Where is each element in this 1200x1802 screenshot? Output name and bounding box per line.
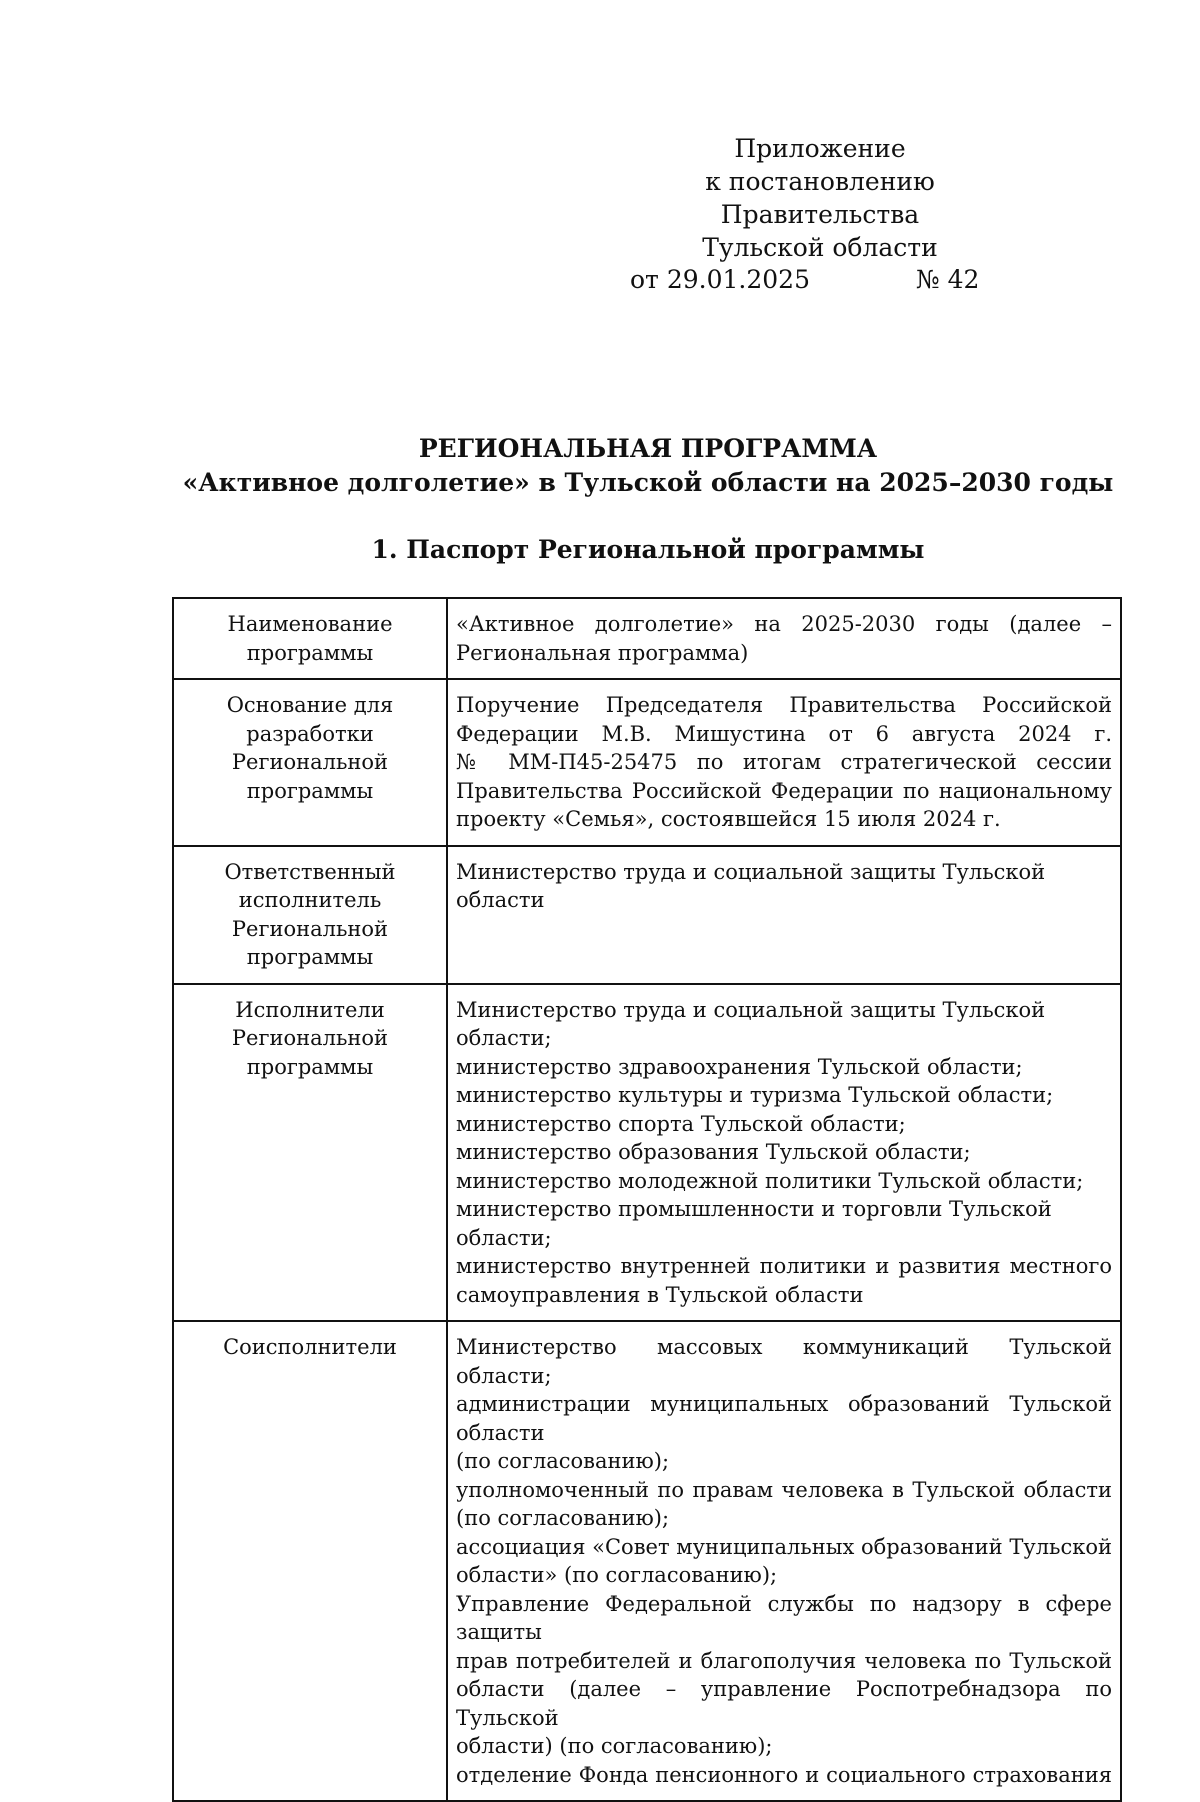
section-heading: 1. Паспорт Региональной программы [371,535,925,564]
passport-table [172,597,1122,1802]
value-line: Министерство труда и социальной защиты Тульской области [456,859,1046,912]
label-line: программы [246,945,374,969]
label-line: Соисполнители [223,1335,397,1359]
value-line: (по согласованию); [456,1449,670,1473]
value-line: (по согласованию); [456,1506,670,1530]
value-line: администрации муниципальных образований Тульской области [456,1392,1112,1445]
program-title-line: РЕГИОНАЛЬНАЯ ПРОГРАММА [418,434,878,463]
value-line: Правительства Российской Федерации по национальному [456,778,1112,803]
table-row [173,679,1121,846]
appendix-line: к постановлению Правительства [705,167,935,229]
label-line: программы [246,1054,374,1079]
label-line: Региональной [231,916,389,941]
value-line: Региональная программа) [456,640,749,665]
row-value [447,1321,1121,1801]
label-line: исполнитель [238,888,382,912]
value-line: Федерации М.В. Мишустина от 6 августа 2024 г. [456,721,1112,746]
label-line: Основание для [226,693,394,717]
value-line: министерство внутренней политики и развития местного [456,1254,1112,1278]
appendix-block [620,132,1020,264]
value-line: самоуправления в Тульской области [456,1282,864,1307]
value-line: ассоциация «Совет муниципальных образований Тульской [456,1534,1112,1559]
label-line: Региональной [231,1026,389,1050]
value-line: «Активное долголетие» на 2025-2030 годы (далее – [456,612,1112,636]
program-title [172,432,1124,500]
value-line: министерство молодежной политики Тульской области; [456,1168,1084,1193]
value-line: министерство здравоохранения Тульской области; [456,1054,1023,1079]
row-value [447,598,1121,679]
label-line: Региональной [231,750,389,774]
row-label [173,679,447,846]
row-label [173,598,447,679]
label-line: разработки [246,721,374,746]
label-line: Ответственный [224,859,396,884]
row-label [173,1321,447,1801]
resolution-date: от 29.01.2025 [630,265,810,294]
value-line: министерство спорта Тульской области; [456,1111,906,1136]
value-line: Министерство труда и социальной защиты Тульской области; [456,997,1046,1050]
appendix-line: Тульской области [702,233,938,262]
value-line: прав потребителей и благополучия человека по Тульской [456,1648,1112,1673]
row-label [173,984,447,1322]
appendix-line: Приложение [734,134,906,163]
label-line: программы [246,640,374,665]
value-line: проекту «Семья», состоявшейся 15 июля 2024 г. [456,807,1001,831]
value-line: министерство образования Тульской области; [456,1140,971,1164]
table-row [173,1321,1121,1801]
value-line: № ММ-П45-25475 по итогам стратегической сессии [456,750,1112,774]
value-line: министерство промышленности и торговли Тульской области; [456,1197,1052,1250]
label-line: программы [246,778,374,803]
value-line: Поручение Председателя Правительства Российской [456,693,1112,717]
row-value [447,846,1121,984]
value-line: Управление Федеральной службы по надзору в сфере защиты [456,1591,1112,1644]
value-line: области) (по согласованию); [456,1734,773,1758]
label-line: Исполнители [235,997,385,1022]
label-line: Наименование [227,612,393,636]
value-line: министерство культуры и туризма Тульской области; [456,1083,1054,1107]
resolution-number: № 42 [916,265,980,294]
table-row [173,984,1121,1322]
row-value [447,679,1121,846]
row-label [173,846,447,984]
table-row [173,598,1121,679]
value-line: Министерство массовых коммуникаций Тульской области; [456,1335,1112,1388]
value-line: уполномоченный по правам человека в Тульской области [456,1477,1112,1502]
row-value [447,984,1121,1322]
value-line: области (далее – управление Роспотребнадзора по Тульской [456,1677,1112,1730]
value-line: области» (по согласованию); [456,1563,778,1587]
table-row [173,846,1121,984]
program-title-line: «Активное долголетие» в Тульской области на 2025–2030 годы [182,468,1114,497]
value-line: отделение Фонда пенсионного и социального страхования [456,1762,1112,1787]
